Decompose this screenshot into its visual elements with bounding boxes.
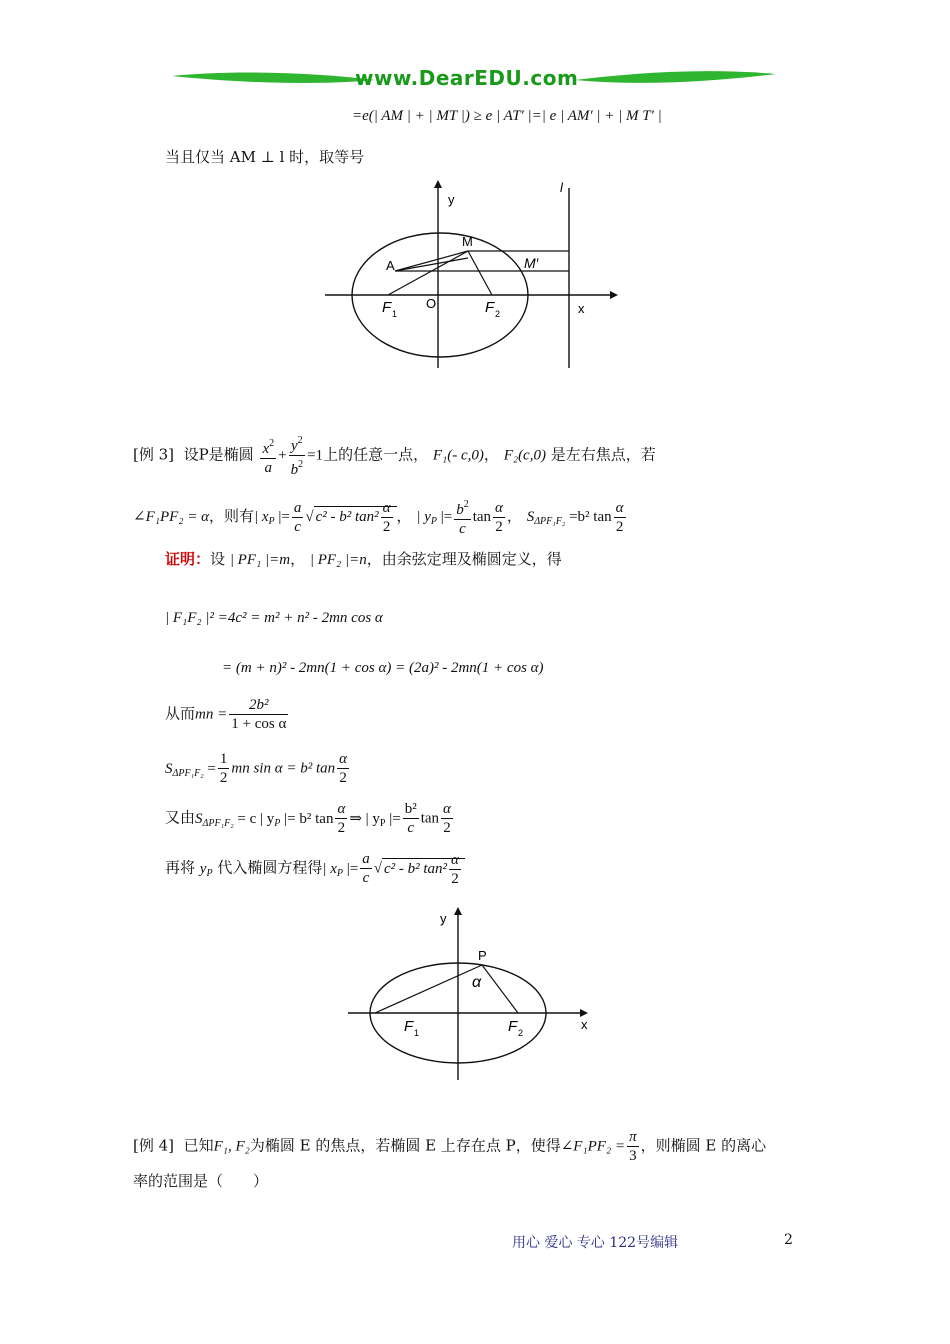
proof-sub-sqrt-frac — [449, 851, 461, 888]
proof-pf2: | PF₂ |=n — [309, 552, 367, 568]
proof-mn-den: 1 + cos α — [231, 716, 287, 732]
ex3-b2c-c: c — [459, 521, 466, 537]
ex4-angle: ∠F₁PF₂ = — [560, 1138, 626, 1155]
ex3-xfrac: $\frac{x^2}{a}$ — [260, 435, 276, 477]
proof-thus: 从而 — [165, 704, 196, 723]
d1-o-label: O — [426, 296, 437, 311]
d1-f1-label: F — [382, 299, 392, 316]
ex4-line1 — [133, 1128, 766, 1165]
ex3-area-two: 2 — [615, 518, 624, 535]
proof-again-two: 2 — [337, 820, 346, 836]
proof-again-rest: |= b² tan — [284, 810, 334, 827]
proof-sub-p: P — [206, 867, 213, 879]
ex3-b2c: $\frac{b^2}{c}$ — [454, 496, 471, 538]
proof-area-s-sub: ΔPF₁F₂ — [172, 767, 204, 779]
ex4-line2: 率的范围是（ ） — [133, 1172, 269, 1190]
ex3-yp: | $y_P$ |= — [416, 509, 453, 527]
ex3-sqrt-two: 2 — [382, 519, 391, 536]
proof-again-alpha2: α — [443, 801, 451, 817]
ex3-intro: 设P是椭圆 — [183, 445, 254, 464]
proof-area-rest: mn sin α = b² tan — [231, 760, 336, 777]
ex3-focus: 是左右焦点，若 — [550, 445, 656, 464]
proof-mn-lhs: mn = — [195, 706, 228, 723]
proof-implies-text: ⇒ | y — [349, 810, 380, 827]
ex3-yfrac: $\frac{y^2}{b^2}$ — [289, 432, 306, 479]
ex3-area-sub: ΔPF₁F₂ — [534, 516, 566, 527]
proof-sub-sqrt-body: c² - b² tan² — [383, 860, 448, 877]
proof-again-label: 又由 — [165, 808, 196, 827]
ex3-area — [527, 509, 612, 525]
ex3-comma: ， — [483, 445, 499, 464]
ex4-pi: π — [629, 1129, 637, 1145]
ex3-xp-eq: |= — [278, 509, 290, 525]
d2-p-label: P — [478, 948, 487, 963]
d1-y-label: y — [448, 192, 455, 207]
proof-sub-ac — [360, 850, 372, 887]
proof-again — [165, 800, 455, 837]
proof-sub-c: c — [362, 870, 370, 886]
ex4-end: ，则椭圆 E 的离心 — [640, 1136, 767, 1155]
proof-again-tan: tan — [420, 810, 440, 827]
proof-again-frac2 — [441, 800, 453, 837]
proof-set: 设 — [210, 550, 226, 568]
ex3-ac — [292, 499, 304, 536]
ex3-yp-two: 2 — [495, 518, 503, 535]
proof-label: 证明： — [165, 550, 211, 568]
proof-sub-xp-lhs: | x — [322, 860, 337, 877]
proof-implies-eq: |= — [389, 810, 401, 827]
proof-area-two: 2 — [219, 770, 228, 786]
d1-f2-sub: 2 — [495, 309, 501, 319]
ex4-pi-frac — [627, 1128, 639, 1165]
ex4-foci: F₁, F₂ — [213, 1138, 250, 1155]
d2-x-label: x — [581, 1017, 588, 1032]
ex3-sqrt-frac — [381, 499, 393, 536]
d2-f2-label: F — [508, 1018, 518, 1035]
page-number: 2 — [784, 1232, 793, 1248]
ex3-mid: 上的任意一点， — [323, 445, 429, 464]
ex3-a: a — [264, 459, 273, 476]
ex3-b2c-b: b — [456, 502, 464, 518]
ex3-yp-lhs: | y — [416, 509, 431, 525]
proof-sub-sqrt-alpha: α — [451, 851, 459, 868]
top-formula: =e(| AM | + | MT |) ≥ e | AT′ |=| e | AM′ | + | M T′ | — [352, 108, 662, 124]
ex3-xp: | $x_P$ |= — [254, 509, 290, 527]
ex3-tan: tan — [472, 509, 492, 525]
proof-area-alpha: α — [339, 751, 347, 767]
ex3-yp-eq: |= — [440, 509, 453, 525]
proof-mn — [165, 696, 290, 733]
proof-area-eq: = — [207, 760, 216, 777]
d2-y-label: y — [440, 911, 447, 926]
footer-text: 用心 爱心 专心 122号编辑 — [512, 1235, 679, 1251]
proof-again-mid: = c | y — [237, 810, 275, 827]
ex3-y: y — [291, 438, 298, 454]
proof-sub: 再将 $y_P$ 代入椭圆方程得| $x_P$ |= $\frac{a}{c}$ √ c² - b² tan² $\frac{\alpha}{2}$ — [165, 850, 465, 888]
d1-m-label: M — [462, 234, 473, 249]
ex3-sqrt-body: c² - b² tan² — [315, 509, 379, 525]
proof-mn-num: 2b² — [229, 696, 288, 715]
ex3-line1: [例 3] 设P是椭圆 $\frac{x^2}{a}$ + $\frac{y^2}{b^2}$ =1上的任意一点， F₁(- c,0)， F₂(c,0) 是左右焦点，若 — [133, 432, 656, 479]
proof-sub-yp — [200, 861, 213, 877]
ex3-area-alpha: α — [615, 499, 624, 516]
proof-eq1: | F₁F₂ |² =4c² = m² + n² - 2mn cos α — [165, 610, 383, 626]
ex4-tag: [例 4] — [133, 1136, 175, 1155]
ex3-xp-lhs: | x — [254, 509, 269, 525]
proof-eq2: = (m + n)² - 2mn(1 + cos α) = (2a)² - 2mn(1 + cos α) — [222, 660, 544, 676]
proof-area-one: 1 — [219, 751, 228, 767]
proof-again-two2: 2 — [443, 820, 451, 836]
proof-again-b2c — [403, 800, 419, 837]
ex3-area-frac — [614, 499, 626, 536]
proof-implies: ⇒ | $y_P$ |= — [349, 810, 401, 829]
diagram-ellipse-directrix — [320, 178, 620, 373]
ex3-ac-a: a — [293, 499, 302, 516]
proof-sub-xp-eq: |= — [346, 860, 359, 877]
proof-area-s — [165, 761, 216, 777]
site-title[interactable]: www.DearEDU.com — [355, 66, 579, 90]
proof-area — [165, 750, 351, 787]
proof-again-s-letter: S — [195, 810, 203, 827]
d1-a-label: A — [386, 258, 395, 273]
proof-sub-y: y — [199, 860, 207, 877]
d2-f1-sub: 1 — [414, 1028, 420, 1038]
ex3-area-eq: =b² tan — [569, 509, 612, 525]
ex3-yp-alpha: α — [495, 499, 503, 516]
ex3-ac-c: c — [294, 518, 301, 535]
equality-condition: 当且仅当 AM ⊥ l 时，取等号 — [165, 148, 365, 166]
proof-again-b2: b² — [404, 801, 417, 817]
d1-mprime-label: M′ — [524, 255, 539, 271]
ex3-b: b — [290, 462, 299, 478]
proof-sub-label2: 代入椭圆方程得 — [217, 858, 323, 877]
ex3-yp-frac — [493, 499, 505, 536]
ex3-comma2: ， — [396, 507, 412, 525]
proof-sub-xp: | $x_P$ |= — [322, 860, 359, 879]
proof-again-s: $S_{\Delta PF_1F_2} = c$ | $y_P$ |= b² tan — [195, 810, 334, 829]
d2-alpha-label: α — [472, 974, 482, 991]
ex3-angle: ∠F₁PF₂ = α — [133, 509, 209, 525]
d2-f1-label: F — [404, 1018, 414, 1035]
ex3-eq1: =1 — [307, 447, 324, 464]
diagram-ellipse-focal-triangle — [340, 905, 600, 1085]
ex3-then: ，则有 — [208, 507, 254, 525]
proof-area-frac — [337, 750, 349, 787]
proof-sub-sqrt-two: 2 — [451, 870, 459, 887]
ex3-line2: ∠F₁PF₂ = α，则有| $x_P$ |= $\frac{a}{c}$ √ c² - b² tan² $\frac{\alpha}{2}$ ， | $y_P$ |= $\frac{b^2}{c}$ tan $\frac{\alpha}{2}$ ， $S_{\Delta PF_1F_2} =b^2$ tan $\frac{\alpha}{2}$ — [133, 496, 628, 538]
proof-mn-frac — [229, 696, 288, 733]
d1-f1-sub: 1 — [392, 309, 398, 319]
d1-f2-label: F — [485, 299, 495, 316]
proof-area-half — [218, 750, 230, 787]
proof-pf1: | PF₁ |=m — [229, 552, 291, 568]
proof-comma: ， — [290, 550, 306, 568]
d1-l-label: l — [560, 180, 563, 195]
proof-area-two2: 2 — [339, 770, 347, 786]
ex3-f1: F₁(- c,0) — [432, 447, 484, 464]
ex3-area-s: S — [526, 509, 535, 525]
proof-area-s-letter: S — [165, 760, 173, 777]
proof-sub-a: a — [362, 851, 370, 867]
proof-again-alpha: α — [337, 801, 346, 817]
ex3-sqrt — [314, 500, 397, 536]
proof-again-frac — [335, 800, 347, 837]
ex4-intro: 已知 — [183, 1136, 214, 1155]
proof-line1 — [165, 548, 562, 569]
ex3-sqrt-alpha: α — [382, 500, 391, 517]
ex3-tag: [例 3] — [133, 445, 175, 464]
proof-sub-sqrt — [382, 851, 465, 887]
d2-f2-sub: 2 — [518, 1028, 524, 1038]
ex4-three: 3 — [629, 1148, 637, 1164]
ex3-x: x — [262, 440, 270, 457]
proof-sub-label: 再将 — [165, 858, 196, 877]
ex4-mid: 为椭圆 E 的焦点，若椭圆 E 上存在点 P，使得 — [249, 1136, 561, 1155]
proof-by: ，由余弦定理及椭圆定义，得 — [366, 550, 562, 568]
ex3-f2: F₂(c,0) — [503, 447, 546, 464]
proof-again-s-sub: ΔPF₁F₂ — [202, 817, 234, 829]
ex3-comma3: ， — [506, 507, 522, 525]
d1-x-label: x — [578, 301, 585, 316]
proof-again-c: c — [407, 820, 415, 836]
